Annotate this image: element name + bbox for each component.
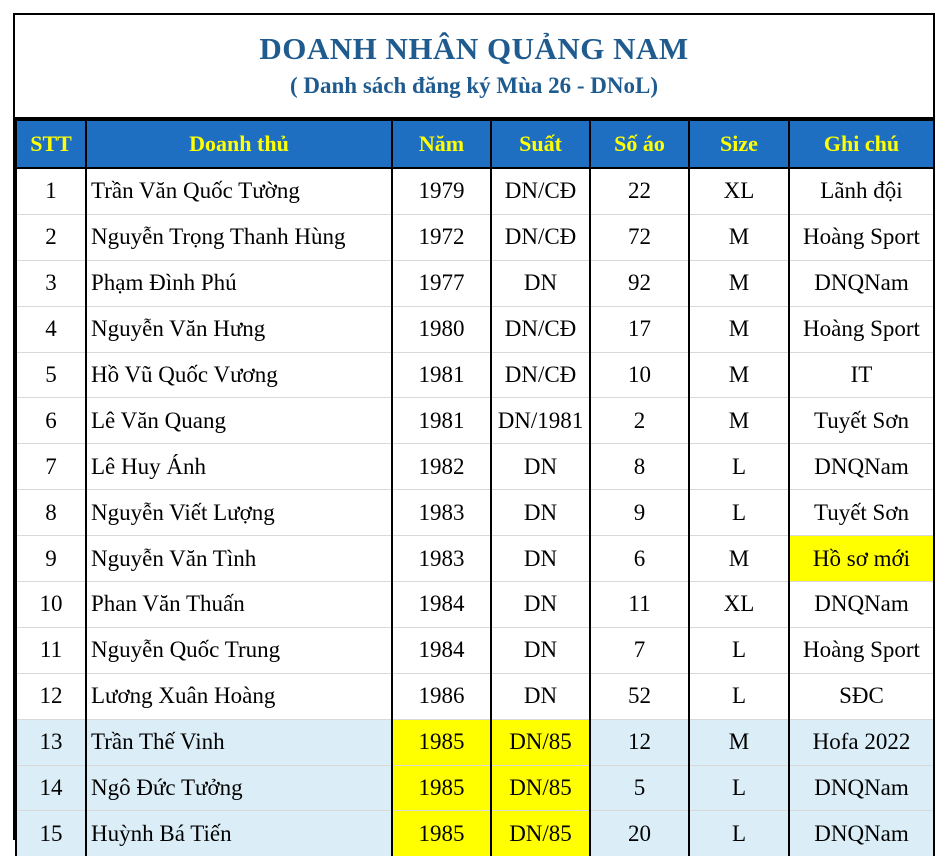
cell-shirt-number: 52 — [590, 673, 689, 719]
cell-note: DNQNam — [789, 765, 934, 811]
cell-name: Nguyễn Quốc Trung — [86, 627, 392, 673]
cell-note: Hoàng Sport — [789, 214, 934, 260]
table-row — [16, 582, 934, 628]
cell-slot: DN — [491, 260, 590, 306]
table-row — [16, 719, 934, 765]
table-row — [16, 444, 934, 490]
cell-stt: 7 — [16, 444, 86, 490]
cell-slot: DN/85 — [491, 811, 590, 856]
cell-slot: DN/CĐ — [491, 168, 590, 214]
table-row — [16, 398, 934, 444]
cell-year: 1982 — [392, 444, 491, 490]
cell-size: M — [689, 214, 789, 260]
cell-note: DNQNam — [789, 582, 934, 628]
cell-slot: DN/CĐ — [491, 214, 590, 260]
cell-size: L — [689, 811, 789, 856]
header-slot: Suất — [491, 120, 590, 168]
cell-size: L — [689, 627, 789, 673]
cell-stt: 12 — [16, 673, 86, 719]
cell-shirt-number: 72 — [590, 214, 689, 260]
cell-year: 1980 — [392, 306, 491, 352]
cell-name: Huỳnh Bá Tiến — [86, 811, 392, 856]
registration-sheet — [13, 13, 935, 846]
header-year: Năm — [392, 120, 491, 168]
cell-slot: DN/85 — [491, 765, 590, 811]
cell-slot: DN — [491, 582, 590, 628]
cell-slot: DN — [491, 627, 590, 673]
page-title: DOANH NHÂN QUẢNG NAM — [259, 31, 689, 66]
cell-size: XL — [689, 168, 789, 214]
cell-slot: DN/1981 — [491, 398, 590, 444]
cell-stt: 2 — [16, 214, 86, 260]
cell-size: M — [689, 260, 789, 306]
cell-shirt-number: 22 — [590, 168, 689, 214]
cell-year: 1984 — [392, 582, 491, 628]
cell-note: Hoàng Sport — [789, 627, 934, 673]
cell-note: IT — [789, 352, 934, 398]
cell-slot: DN — [491, 673, 590, 719]
cell-shirt-number: 5 — [590, 765, 689, 811]
cell-shirt-number: 7 — [590, 627, 689, 673]
cell-stt: 3 — [16, 260, 86, 306]
cell-size: M — [689, 536, 789, 582]
cell-stt: 5 — [16, 352, 86, 398]
cell-stt: 1 — [16, 168, 86, 214]
cell-stt: 6 — [16, 398, 86, 444]
cell-note: Tuyết Sơn — [789, 490, 934, 536]
cell-stt: 15 — [16, 811, 86, 856]
cell-slot: DN/85 — [491, 719, 590, 765]
cell-size: L — [689, 765, 789, 811]
cell-year: 1981 — [392, 352, 491, 398]
cell-stt: 14 — [16, 765, 86, 811]
cell-shirt-number: 9 — [590, 490, 689, 536]
table-header-row — [16, 120, 934, 168]
cell-slot: DN — [491, 444, 590, 490]
registration-table — [15, 119, 935, 856]
cell-name: Lê Văn Quang — [86, 398, 392, 444]
cell-shirt-number: 17 — [590, 306, 689, 352]
cell-note: DNQNam — [789, 811, 934, 856]
header-size: Size — [689, 120, 789, 168]
cell-year: 1985 — [392, 811, 491, 856]
cell-year: 1977 — [392, 260, 491, 306]
cell-slot: DN — [491, 536, 590, 582]
cell-note: DNQNam — [789, 260, 934, 306]
cell-size: L — [689, 444, 789, 490]
table-row — [16, 627, 934, 673]
title-block — [15, 15, 933, 119]
table-row — [16, 352, 934, 398]
cell-slot: DN — [491, 490, 590, 536]
cell-stt: 9 — [16, 536, 86, 582]
cell-stt: 11 — [16, 627, 86, 673]
table-row — [16, 811, 934, 856]
cell-note: SĐC — [789, 673, 934, 719]
cell-shirt-number: 2 — [590, 398, 689, 444]
cell-note: Hồ sơ mới — [789, 536, 934, 582]
cell-note: Hoàng Sport — [789, 306, 934, 352]
cell-shirt-number: 6 — [590, 536, 689, 582]
cell-note: Tuyết Sơn — [789, 398, 934, 444]
table-row — [16, 306, 934, 352]
cell-name: Trần Văn Quốc Tường — [86, 168, 392, 214]
cell-note: Lãnh đội — [789, 168, 934, 214]
cell-year: 1983 — [392, 536, 491, 582]
cell-name: Lê Huy Ánh — [86, 444, 392, 490]
cell-name: Hồ Vũ Quốc Vương — [86, 352, 392, 398]
cell-name: Nguyễn Văn Hưng — [86, 306, 392, 352]
cell-year: 1985 — [392, 719, 491, 765]
cell-stt: 10 — [16, 582, 86, 628]
cell-shirt-number: 8 — [590, 444, 689, 490]
cell-year: 1986 — [392, 673, 491, 719]
cell-year: 1985 — [392, 765, 491, 811]
cell-name: Nguyễn Trọng Thanh Hùng — [86, 214, 392, 260]
cell-size: M — [689, 352, 789, 398]
table-row — [16, 168, 934, 214]
cell-size: XL — [689, 582, 789, 628]
cell-shirt-number: 12 — [590, 719, 689, 765]
cell-shirt-number: 11 — [590, 582, 689, 628]
cell-size: M — [689, 719, 789, 765]
cell-year: 1979 — [392, 168, 491, 214]
cell-name: Lương Xuân Hoàng — [86, 673, 392, 719]
cell-stt: 8 — [16, 490, 86, 536]
cell-slot: DN/CĐ — [491, 306, 590, 352]
cell-year: 1981 — [392, 398, 491, 444]
cell-size: M — [689, 306, 789, 352]
cell-name: Phan Văn Thuấn — [86, 582, 392, 628]
cell-slot: DN/CĐ — [491, 352, 590, 398]
cell-year: 1984 — [392, 627, 491, 673]
cell-name: Nguyễn Văn Tình — [86, 536, 392, 582]
cell-name: Nguyễn Viết Lượng — [86, 490, 392, 536]
cell-name: Ngô Đức Tưởng — [86, 765, 392, 811]
cell-shirt-number: 10 — [590, 352, 689, 398]
cell-shirt-number: 20 — [590, 811, 689, 856]
table-row — [16, 765, 934, 811]
header-shirt-number: Số áo — [590, 120, 689, 168]
cell-shirt-number: 92 — [590, 260, 689, 306]
table-row — [16, 673, 934, 719]
cell-year: 1983 — [392, 490, 491, 536]
cell-note: DNQNam — [789, 444, 934, 490]
cell-note: Hofa 2022 — [789, 719, 934, 765]
cell-size: L — [689, 673, 789, 719]
table-row — [16, 490, 934, 536]
cell-stt: 4 — [16, 306, 86, 352]
header-name: Doanh thủ — [86, 120, 392, 168]
cell-size: L — [689, 490, 789, 536]
cell-size: M — [689, 398, 789, 444]
header-note: Ghi chú — [789, 120, 934, 168]
cell-name: Phạm Đình Phú — [86, 260, 392, 306]
cell-stt: 13 — [16, 719, 86, 765]
table-row — [16, 214, 934, 260]
table-row — [16, 260, 934, 306]
cell-name: Trần Thế Vinh — [86, 719, 392, 765]
header-stt: STT — [16, 120, 86, 168]
table-row — [16, 536, 934, 582]
page-subtitle: ( Danh sách đăng ký Mùa 26 - DNoL) — [289, 73, 659, 98]
cell-year: 1972 — [392, 214, 491, 260]
